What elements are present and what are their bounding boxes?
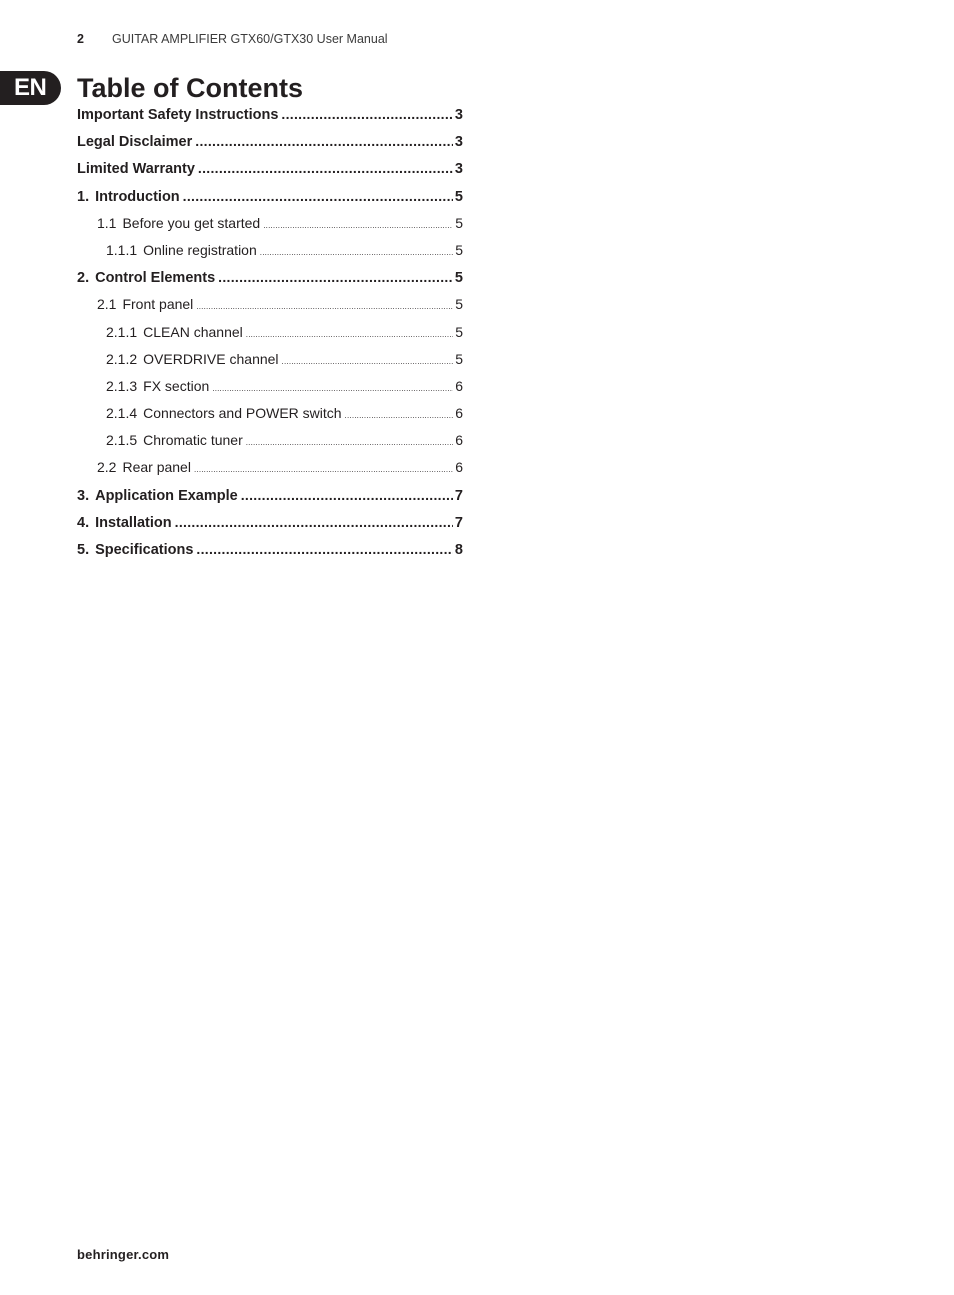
toc-entry-number: 2.1.2 (106, 350, 138, 367)
toc-dot-leader (260, 248, 453, 257)
toc-entry-page: 6 (455, 459, 463, 476)
toc-dot-leader (263, 221, 453, 230)
toc-entry-number: 2.1.1 (106, 323, 138, 340)
toc-entry-number: 2. (77, 270, 90, 287)
toc-entry-label: Control Elements (95, 270, 216, 287)
toc-entry-page: 6 (455, 432, 463, 449)
toc-entry[interactable] (77, 188, 463, 215)
toc-dot-leader (218, 269, 453, 285)
toc-entry-number: 4. (77, 514, 90, 531)
toc-entry-number: 3. (77, 487, 90, 504)
toc-dot-leader (195, 133, 453, 149)
toc-entry-label: Specifications (95, 542, 194, 558)
toc-entry[interactable] (77, 459, 463, 486)
toc-entry-page: 7 (454, 487, 463, 504)
toc-entry-number: 5. (77, 542, 90, 558)
toc-entry[interactable] (77, 487, 463, 514)
toc-entry-number: 2.2 (97, 459, 117, 476)
toc-dot-leader (246, 330, 453, 339)
toc-entry-page: 6 (455, 405, 463, 422)
toc-entry[interactable] (77, 541, 463, 568)
toc-dot-leader (212, 384, 453, 393)
toc-entry-page: 8 (454, 542, 463, 558)
toc-entry[interactable] (77, 133, 463, 160)
toc-dot-leader (183, 188, 453, 204)
toc-dot-leader (281, 106, 453, 122)
toc-dot-leader (345, 411, 454, 420)
toc-entry-number: 2.1.3 (106, 377, 138, 394)
document-title: GUITAR AMPLIFIER GTX60/GTX30 User Manual (112, 32, 388, 46)
toc-entry[interactable] (77, 242, 463, 269)
toc-entry[interactable] (77, 269, 463, 296)
toc-entry-label: Application Example (95, 487, 238, 504)
toc-entry-page: 3 (454, 107, 463, 123)
toc-entry[interactable] (77, 351, 463, 378)
toc-entry-page: 5 (455, 241, 463, 258)
toc-entry[interactable] (77, 215, 463, 242)
toc-entry[interactable] (77, 378, 463, 405)
toc-entry[interactable] (77, 106, 463, 133)
toc-entry[interactable] (77, 432, 463, 459)
toc-entry-page: 3 (454, 161, 463, 178)
toc-entry-page: 5 (455, 214, 463, 231)
page-number: 2 (77, 32, 84, 46)
page-title: Table of Contents (77, 73, 303, 103)
toc-entry-label: Installation (95, 514, 172, 531)
toc-entry[interactable] (77, 160, 463, 187)
toc-entry-label: CLEAN channel (143, 323, 243, 340)
toc-entry-label: Limited Warranty (77, 161, 195, 178)
toc-entry-page: 5 (455, 296, 463, 313)
toc-dot-leader (246, 438, 453, 447)
toc-entry-page: 6 (455, 377, 463, 394)
toc-entry-page: 5 (454, 188, 463, 205)
toc-dot-leader (194, 465, 453, 474)
toc-entry-page: 3 (454, 134, 463, 151)
toc-dot-leader (196, 541, 453, 557)
toc-entry[interactable] (77, 296, 463, 323)
toc-entry-page: 7 (454, 514, 463, 531)
toc-entry-label: Chromatic tuner (143, 432, 243, 449)
behringer-logo: behringer.com (77, 1247, 170, 1262)
toc-dot-leader (196, 302, 453, 311)
toc-entry-label: Before you get started (122, 214, 261, 231)
toc-entry-label: FX section (143, 377, 210, 394)
toc-dot-leader (198, 160, 453, 176)
toc-entry[interactable] (77, 405, 463, 432)
toc-dot-leader (241, 487, 453, 503)
toc-dot-leader (175, 514, 453, 530)
toc-dot-leader (282, 357, 454, 366)
toc-entry-number: 2.1 (97, 296, 117, 313)
toc-entry-page: 5 (455, 323, 463, 340)
toc-entry-label: Front panel (122, 296, 194, 313)
toc-entry-label: Connectors and POWER switch (143, 405, 342, 422)
toc-entry-label: Important Safety Instructions (77, 107, 279, 123)
toc-entry-number: 1.1 (97, 214, 117, 231)
toc-entry-label: Rear panel (122, 459, 191, 476)
toc-entry-number: 1.1.1 (106, 241, 138, 258)
toc-entry-number: 1. (77, 188, 90, 205)
toc-entry-label: OVERDRIVE channel (143, 350, 279, 367)
toc-entry-number: 2.1.5 (106, 432, 138, 449)
toc-entry-number: 2.1.4 (106, 405, 138, 422)
page-header (77, 32, 388, 46)
toc-entry-label: Introduction (95, 188, 180, 205)
toc-entry-label: Online registration (143, 241, 257, 258)
table-of-contents (77, 106, 463, 568)
toc-entry[interactable] (77, 514, 463, 541)
toc-entry-label: Legal Disclaimer (77, 134, 193, 151)
language-tab: EN (0, 71, 61, 105)
toc-entry-page: 5 (454, 270, 463, 287)
toc-entry[interactable] (77, 324, 463, 351)
toc-entry-page: 5 (455, 350, 463, 367)
